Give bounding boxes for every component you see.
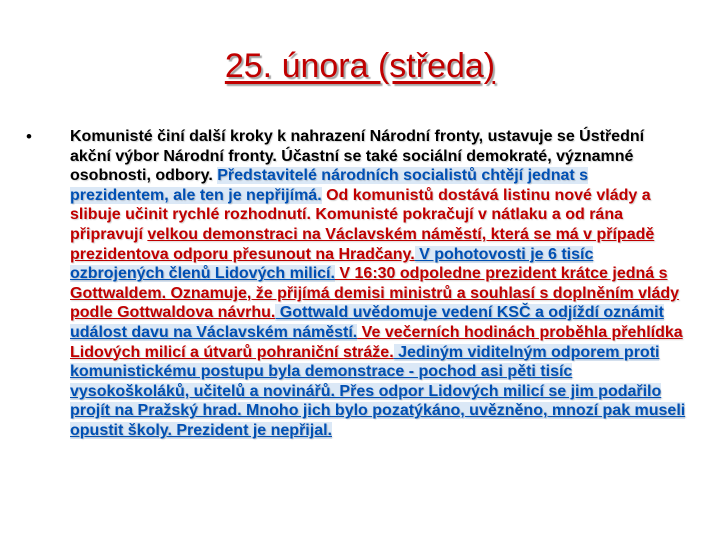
text-segment-highlight: Představitelé národních socialistů chtějí jednat s prezidentem, ale ten je nepřijímá.	[70, 167, 589, 204]
slide-title: 25. února (středa)	[224, 47, 496, 85]
text-segment-plain: Komunisté činí další kroky k nahrazení Národní fronty, ustavuje se Ústřední akční výbor Národní fronty. Účastní se také sociální demokraté, významné osobnosti, odbory.	[70, 128, 645, 185]
text-segment-red-underlined: Ve večerních hodinách proběhla přehlídka Lidových milicí a útvarů pohraniční stráže.	[70, 323, 683, 361]
bullet-marker: •	[26, 127, 32, 146]
text-segment-red-underlined: velkou demonstraci na Václavském náměstí, která se má v případě prezidentova odporu přesunout na Hradčany.	[70, 225, 655, 263]
text-segment-highlight-underlined: V pohotovosti je 6 tisíc ozbrojených členů Lidových milicí.	[70, 245, 594, 283]
text-segment-red-underlined: V 16:30 odpoledne prezident krátce jedná s Gottwaldem. Oznamuje, že přijímá demisi ministrů a souhlasí s doplněním vlády podle Gottwaldova návrhu.	[70, 265, 680, 322]
text-segment-highlight-underlined: Gottwald uvědomuje vedení KSČ a odjíždí oznámit událost davu na Václavském náměstí.	[70, 304, 664, 341]
text-segment-highlight-underlined: Jediným viditelným odporem proti komunistickému postupu byla demonstrace - pochod asi pěti tisíc vysokoškoláků, učitelů a novinářů. Přes odpor Lidových milicí se jim podařilo projít na Pražský hrad. Mnoho jich bylo pozatýkáno, uvězněno, mnozí pak museli opustit školy. Prezident je nepřijal.	[70, 343, 686, 439]
text-segment-red: Od komunistů dostává listinu nové vlády a slibuje učinit rychlé rozhodnutí. Komunisté pokračují v nátlaku a od rána připravují	[70, 186, 651, 243]
body-paragraph	[70, 127, 688, 441]
